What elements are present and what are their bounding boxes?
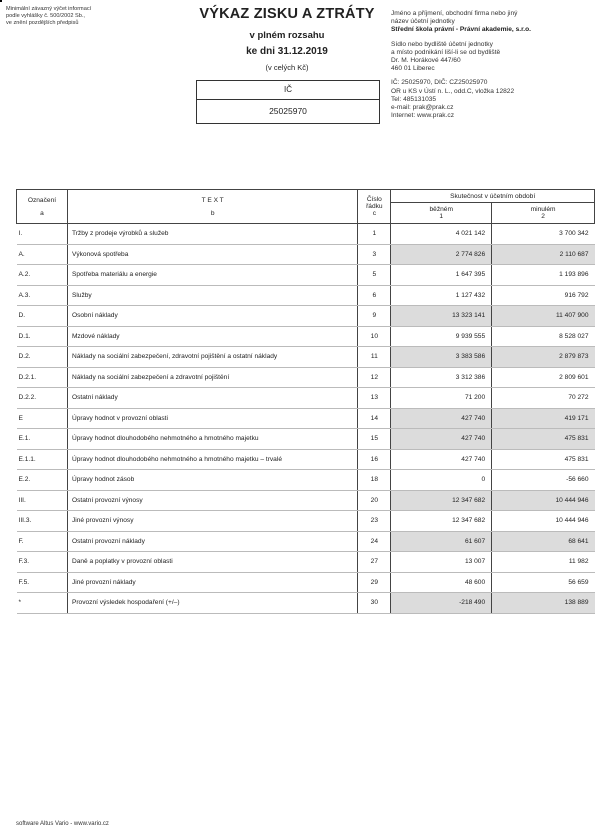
row-previous-value: 68 641 — [492, 531, 595, 552]
row-line-number: 23 — [358, 511, 391, 532]
row-previous-value: 475 831 — [492, 449, 595, 470]
company-name-label: Jméno a příjmení, obchodní firma nebo jiný — [391, 10, 518, 17]
row-text: Daně a poplatky v provozní oblasti — [67, 552, 357, 573]
company-name: Střední škola právní - Právní akademie, s.r.o. — [391, 26, 531, 34]
company-address: 460 01 Liberec — [391, 65, 435, 73]
table-row — [17, 306, 595, 327]
header-text — [67, 190, 357, 224]
row-line-number: 9 — [358, 306, 391, 327]
row-text: Ostatní provozní výnosy — [67, 490, 357, 511]
row-line-number: 10 — [358, 326, 391, 347]
table-row — [17, 408, 595, 429]
table-row — [17, 490, 595, 511]
row-current-value: 13 323 141 — [391, 306, 492, 327]
row-current-value: 13 007 — [391, 552, 492, 573]
row-current-value: 4 021 142 — [391, 224, 492, 245]
company-name-block — [391, 10, 601, 35]
row-line-number: 18 — [358, 470, 391, 491]
row-line-number: 3 — [358, 244, 391, 265]
row-current-value: 71 200 — [391, 388, 492, 409]
row-code: F.5. — [17, 572, 68, 593]
row-current-value: 48 600 — [391, 572, 492, 593]
row-previous-value: 11 407 900 — [492, 306, 595, 327]
report-subtitle: v plném rozsahu — [249, 30, 325, 41]
row-code: III.3. — [17, 511, 68, 532]
row-code: * — [17, 593, 68, 614]
row-previous-value: 70 272 — [492, 388, 595, 409]
row-current-value: -218 490 — [391, 593, 492, 614]
row-previous-value: 916 792 — [492, 285, 595, 306]
table-row — [17, 388, 595, 409]
report-title-block — [192, 6, 382, 72]
row-line-number: 12 — [358, 367, 391, 388]
row-previous-value: 10 444 946 — [492, 490, 595, 511]
row-code: I. — [17, 224, 68, 245]
header-line-sub: c — [372, 210, 376, 217]
header-previous-sub: 2 — [541, 213, 545, 220]
header-previous — [492, 203, 595, 224]
row-code: D.1. — [17, 326, 68, 347]
company-seat-block — [391, 41, 601, 74]
ic-value: 25025970 — [269, 106, 307, 116]
row-current-value: 2 774 826 — [391, 244, 492, 265]
company-email: e-mail: prak@prak.cz — [391, 104, 454, 112]
row-line-number: 11 — [358, 347, 391, 368]
row-line-number: 13 — [358, 388, 391, 409]
row-text: Úpravy hodnot dlouhodobého nehmotného a hmotného majetku — [67, 429, 357, 450]
header-line — [358, 190, 391, 224]
legal-note-line: Minimální závazný výčet informací — [6, 6, 92, 12]
ic-box — [196, 80, 380, 124]
row-code: E.2. — [17, 470, 68, 491]
row-code: A.2. — [17, 265, 68, 286]
row-previous-value: 2 809 601 — [492, 367, 595, 388]
row-current-value: 61 607 — [391, 531, 492, 552]
company-seat-label: a místo podnikání liší-li se od bydliště — [391, 48, 501, 56]
table-row — [17, 347, 595, 368]
row-previous-value: 10 444 946 — [492, 511, 595, 532]
table-row — [17, 470, 595, 491]
table-row — [17, 224, 595, 245]
row-line-number: 29 — [358, 572, 391, 593]
table-row — [17, 552, 595, 573]
header-line-label: Číslo — [366, 196, 382, 203]
row-text: Úpravy hodnot zásob — [67, 470, 357, 491]
company-info — [391, 10, 601, 120]
row-text: Jiné provozní náklady — [67, 572, 357, 593]
footer-software: software Altus Vario - www.vario.cz — [16, 821, 109, 827]
header-code — [17, 190, 68, 224]
row-line-number: 14 — [358, 408, 391, 429]
row-current-value: 1 127 432 — [391, 285, 492, 306]
row-current-value: 427 740 — [391, 429, 492, 450]
header-code-sub: a — [40, 209, 44, 217]
header-period: Skutečnost v účetním období — [391, 190, 595, 203]
table-header-row — [17, 190, 595, 203]
row-line-number: 24 — [358, 531, 391, 552]
row-current-value: 3 312 386 — [391, 367, 492, 388]
row-text: Jiné provozní výnosy — [67, 511, 357, 532]
table-row — [17, 367, 595, 388]
row-previous-value: 3 700 342 — [492, 224, 595, 245]
header-current-sub: 1 — [439, 213, 444, 220]
row-current-value: 427 740 — [391, 408, 492, 429]
table-row — [17, 285, 595, 306]
header-text-sub: b — [210, 209, 215, 217]
company-register: OR u KS v Ústí n. L., odd.C, vložka 12822 — [391, 87, 515, 95]
row-line-number: 30 — [358, 593, 391, 614]
report-title: VÝKAZ ZISKU A ZTRÁTY — [199, 6, 375, 22]
row-previous-value: 11 982 — [492, 552, 595, 573]
row-previous-value: 8 528 027 — [492, 326, 595, 347]
row-current-value: 0 — [391, 470, 492, 491]
row-line-number: 1 — [358, 224, 391, 245]
row-current-value: 9 939 555 — [391, 326, 492, 347]
row-code: D.2.2. — [17, 388, 68, 409]
company-seat-label: Sídlo nebo bydliště účetní jednotky — [391, 40, 493, 48]
table-row — [17, 531, 595, 552]
header-text-label: T E X T — [201, 196, 224, 204]
row-code: D.2. — [17, 347, 68, 368]
row-current-value: 427 740 — [391, 449, 492, 470]
row-code: D.2.1. — [17, 367, 68, 388]
row-previous-value: 2 879 873 — [492, 347, 595, 368]
row-current-value: 1 647 395 — [391, 265, 492, 286]
row-current-value: 12 347 682 — [391, 511, 492, 532]
row-previous-value: -56 660 — [492, 470, 595, 491]
row-previous-value: 56 659 — [492, 572, 595, 593]
income-statement-table — [16, 189, 595, 614]
table-row — [17, 572, 595, 593]
company-name-label: název účetní jednotky — [391, 18, 455, 26]
row-code: F. — [17, 531, 68, 552]
row-text: Provozní výsledek hospodaření (+/–) — [67, 593, 357, 614]
row-code: A.3. — [17, 285, 68, 306]
legal-note — [6, 6, 146, 27]
report-unit: (v celých Kč) — [265, 63, 309, 72]
table-row — [17, 449, 595, 470]
row-line-number: 6 — [358, 285, 391, 306]
company-contact-block — [391, 79, 601, 120]
table-row — [17, 265, 595, 286]
row-line-number: 5 — [358, 265, 391, 286]
header-current-label: běžném — [429, 206, 453, 213]
row-previous-value: 2 110 687 — [492, 244, 595, 265]
company-ids: IČ: 25025970, DIČ: CZ25025970 — [391, 79, 488, 87]
row-previous-value: 1 193 896 — [492, 265, 595, 286]
company-web: Internet: www.prak.cz — [391, 112, 455, 120]
row-text: Ostatní provozní náklady — [67, 531, 357, 552]
table-row — [17, 511, 595, 532]
row-previous-value: 475 831 — [492, 429, 595, 450]
header-current — [391, 203, 492, 224]
ic-label: IČ — [197, 81, 379, 100]
row-text: Spotřeba materiálu a energie — [67, 265, 357, 286]
header-line-label: řádku — [366, 203, 383, 210]
row-current-value: 12 347 682 — [391, 490, 492, 511]
row-line-number: 27 — [358, 552, 391, 573]
table-row — [17, 593, 595, 614]
row-code: III. — [17, 490, 68, 511]
company-tel: Tel: 485131035 — [391, 95, 437, 103]
table-row — [17, 429, 595, 450]
corner-mark — [0, 0, 2, 2]
report-date: ke dni 31.12.2019 — [246, 46, 328, 57]
row-line-number: 20 — [358, 490, 391, 511]
table-row — [17, 244, 595, 265]
company-address: Dr. M. Horákové 447/60 — [391, 57, 461, 65]
row-text: Úpravy hodnot dlouhodobého nehmotného a hmotného majetku – trvalé — [67, 449, 357, 470]
row-text: Služby — [67, 285, 357, 306]
row-code: E.1.1. — [17, 449, 68, 470]
row-text: Výkonová spotřeba — [67, 244, 357, 265]
header-code-label: Označení — [27, 196, 57, 204]
row-text: Osobní náklady — [67, 306, 357, 327]
row-text: Ostatní náklady — [67, 388, 357, 409]
row-code: E.1. — [17, 429, 68, 450]
row-code: F.3. — [17, 552, 68, 573]
row-line-number: 15 — [358, 429, 391, 450]
row-code: A. — [17, 244, 68, 265]
legal-note-line: ve znění pozdějších předpisů — [6, 20, 79, 26]
row-text: Náklady na sociální zabezpečení a zdravotní pojištění — [67, 367, 357, 388]
row-text: Tržby z prodeje výrobků a služeb — [67, 224, 357, 245]
row-code: E — [17, 408, 68, 429]
table-row — [17, 326, 595, 347]
table-body — [17, 190, 595, 614]
row-current-value: 3 383 586 — [391, 347, 492, 368]
legal-note-line: podle vyhlášky č. 500/2002 Sb., — [6, 13, 85, 19]
row-previous-value: 419 171 — [492, 408, 595, 429]
header-previous-label: minulém — [530, 206, 556, 213]
row-text: Úpravy hodnot v provozní oblasti — [67, 408, 357, 429]
row-code: D. — [17, 306, 68, 327]
row-line-number: 16 — [358, 449, 391, 470]
row-text: Mzdové náklady — [67, 326, 357, 347]
row-previous-value: 138 889 — [492, 593, 595, 614]
row-text: Náklady na sociální zabezpečení, zdravotní pojištění a ostatní náklady — [67, 347, 357, 368]
